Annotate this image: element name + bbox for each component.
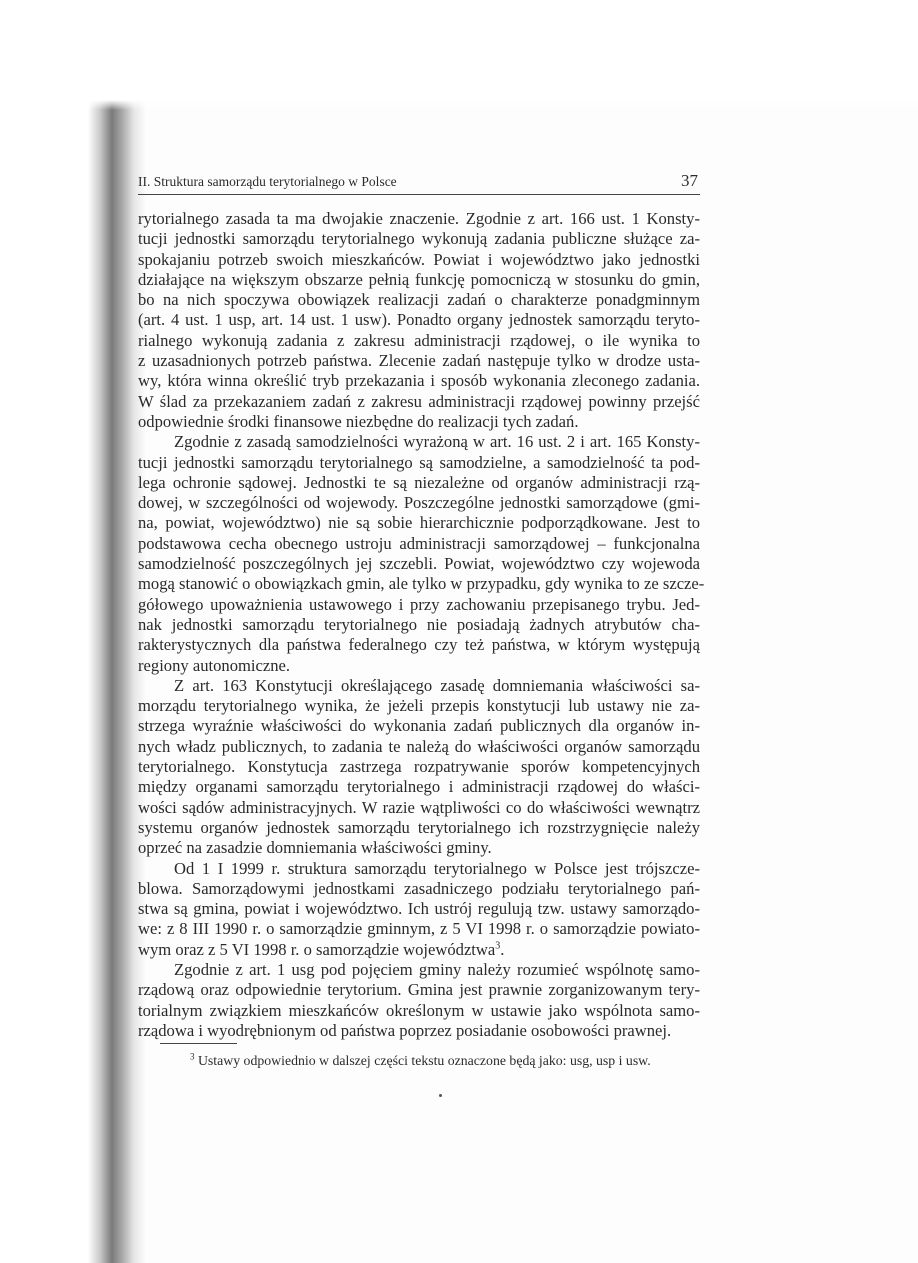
text-line: bo na nich spoczywa obowiązek realizacji zadań o charakterze ponadgminnym [138,290,700,310]
text-line: Od 1 I 1999 r. struktura samorządu terytorialnego w Polsce jest trójszcze- [174,858,700,878]
text-line: rytorialnego zasada ta ma dwojakie znaczenie. Zgodnie z art. 166 ust. 1 Konsty- [138,209,700,228]
paragraph [138,960,700,1041]
text-line: rakterystycznych dla państwa federalnego czy też państwa, w którym występują [138,635,700,655]
text-line: terytorialnego. Konstytucja zastrzega rozpatrywanie sporów kompetencyjnych [138,757,700,777]
text-line: między organami samorządu terytorialnego i administracji rządowej do właści- [138,777,700,797]
footnote-text: Ustawy odpowiednio w dalszej części tekstu oznaczone będą jako: usg, usp i usw. [197,1053,651,1068]
text-line: działające na większym obszarze pełnią funkcję pomocniczą w stosunku do gmin, [138,269,700,289]
footnote [190,1053,651,1069]
scan-edge-shadow [0,0,150,1263]
text-line: samodzielność poszczególnych jej szczebli. Powiat, województwo czy wojewoda [138,554,700,574]
text-line: Z art. 163 Konstytucji określającego zasadę domniemania właściwości sa- [174,675,700,695]
text-line: lega ochronie sądowej. Jednostki te są niezależne od organów administracji rzą- [138,472,700,492]
text-line: rządowa i wyodrębnionym od państwa poprzez posiadanie osobowości prawnej. [138,1020,672,1040]
body-text [138,209,705,1041]
text-line: rialnego wykonują zadania z zakresu administracji rządowej, o ile wynika to [138,330,700,350]
text-line-end: . [500,939,505,959]
text-line: na, powiat, województwo) nie są sobie hierarchicznie podporządkowane. Jest to [138,513,700,533]
text-line: dowej, w szczególności od wojewody. Poszczególne jednostki samorządowe (gmi- [138,493,700,513]
paragraph [138,676,700,859]
text-line-content: wym oraz z 5 VI 1998 r. o samorządzie województwa [138,939,496,959]
footnote-reference: 3 [495,940,501,952]
text-line: mogą stanowić o obowiązkach gmin, ale tylko w przypadku, gdy wynika to ze szcze- [138,574,705,594]
text-line: nak jednostki samorządu terytorialnego nie posiadają żadnych atrybutów cha- [138,614,700,634]
paragraph [138,209,700,432]
running-header [138,166,700,195]
text-line: morządu terytorialnego wynika, że jeżeli przepis konstytucji lub ustawy nie za- [138,696,700,716]
text-line: stwa są gmina, powiat i województwo. Ich ustrój regulują tzw. ustawy samorządo- [138,899,700,919]
text-line: odpowiednie środki finansowe niezbędne do realizacji tych zadań. [138,411,579,431]
text-line: we: z 8 III 1990 r. o samorządzie gminnym, z 5 VI 1998 r. o samorządzie powiato- [138,919,700,939]
page-number: 37 [681,171,698,190]
paragraph [138,859,700,960]
text-line: Zgodnie z art. 1 usg pod pojęciem gminy należy rozumieć wspólnotę samo- [174,959,700,979]
text-line: wy, która winna określić tryb przekazania i sposób wykonania zleconego zadania. [138,371,700,391]
text-line: blowa. Samorządowymi jednostkami zasadniczego podziału terytorialnego pań- [138,878,700,898]
text-line: strzega wyraźnie właściwości do wykonania zadań publicznych dla organów in- [138,716,700,736]
text-line: W ślad za przekazaniem zadań z zakresu administracji rządowej powinny przejść [138,391,700,411]
paragraph [138,432,705,676]
scan-margin [0,0,918,110]
text-line: torialnym związkiem mieszkańców określonym w ustawie jako wspólnota samo- [138,1000,700,1020]
text-line: nych władz publicznych, to zadania te należą do właściwości organów samorządu [138,736,700,756]
footnote-marker: 3 [190,1051,195,1062]
text-line: podstawowa cecha obecnego ustroju administracji samorządowej – funkcjonalna [138,533,700,553]
text-line: gółowego upoważnienia ustawowego i przy zachowaniu przepisanego trybu. Jed- [138,594,700,614]
text-line [138,940,700,960]
footnote-divider [160,1043,237,1044]
text-line: (art. 4 ust. 1 usp, art. 14 ust. 1 usw). Ponadto organy jednostek samorządu teryto- [138,310,700,330]
text-line: tucji jednostki samorządu terytorialnego wykonują zadania publiczne służące za- [138,229,700,249]
running-title: II. Struktura samorządu terytorialnego w Polsce [138,174,397,189]
text-line: tucji jednostki samorządu terytorialnego są samodzielne, a samodzielność ta pod- [138,452,700,472]
text-line: spokajaniu potrzeb swoich mieszkańców. Powiat i województwo jako jednostki [138,249,700,269]
text-line: z uzasadnionych potrzeb państwa. Zlecenie zadań następuje tylko w drodze usta- [138,351,700,371]
text-line: Zgodnie z zasadą samodzielności wyrażoną w art. 16 ust. 2 i art. 165 Konsty- [174,432,700,452]
text-line: rządową oraz odpowiednie terytorium. Gmina jest prawnie zorganizowanym tery- [138,980,700,1000]
text-line: oprzeć na zasadzie domniemania właściwości gminy. [138,838,492,858]
scan-speck [439,1094,442,1097]
text-line: wości sądów administracyjnych. W razie wątpliwości co do właściwości wewnątrz [138,797,700,817]
text-line: regiony autonomiczne. [138,655,291,675]
text-line: systemu organów jednostek samorządu terytorialnego ich rozstrzygnięcie należy [138,817,700,837]
